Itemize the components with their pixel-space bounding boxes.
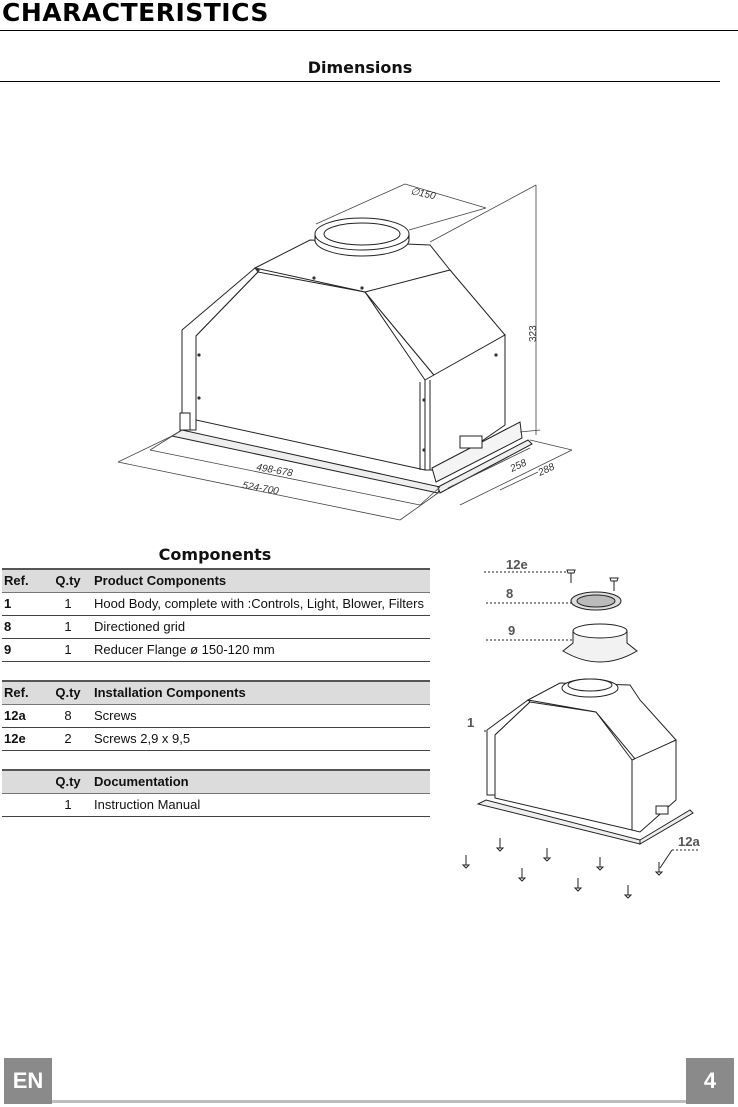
cell-ref — [2, 794, 44, 817]
col-qty: Q.ty — [44, 569, 92, 593]
col-ref — [2, 770, 44, 794]
cell-qty: 1 — [44, 794, 92, 817]
exploded-view-drawing — [456, 550, 718, 900]
components-table — [2, 568, 430, 817]
cell-ref: 9 — [2, 639, 44, 662]
label-12e: 12e — [506, 557, 528, 572]
cell-ref: 12a — [2, 705, 44, 728]
col-ref: Ref. — [2, 569, 44, 593]
cell-ref: 8 — [2, 616, 44, 639]
dim-depth-outer: 288 — [536, 461, 557, 479]
cell-qty: 1 — [44, 616, 92, 639]
title-rule — [0, 30, 738, 31]
page-title: CHARACTERISTICS — [2, 0, 269, 27]
table-row — [2, 639, 430, 662]
label-1: 1 — [467, 715, 475, 730]
components-heading: Components — [158, 545, 272, 564]
col-qty: Q.ty — [44, 770, 92, 794]
col-qty: Q.ty — [44, 681, 92, 705]
table-spacer — [2, 662, 430, 682]
cell-qty: 1 — [44, 593, 92, 616]
cell-qty: 2 — [44, 728, 92, 751]
dim-width-outer: 524-700 — [241, 480, 280, 498]
cell-desc: Screws 2,9 x 9,5 — [92, 728, 430, 751]
dim-diameter: ∅150 — [409, 186, 437, 203]
cell-ref: 1 — [2, 593, 44, 616]
label-12a: 12a — [678, 834, 700, 849]
col-desc: Documentation — [92, 770, 430, 794]
dim-width-inner: 498-678 — [255, 462, 294, 480]
cell-desc: Reducer Flange ø 150-120 mm — [92, 639, 430, 662]
table-row — [2, 728, 430, 751]
table-spacer — [2, 751, 430, 771]
table-row — [2, 705, 430, 728]
cell-desc: Instruction Manual — [92, 794, 430, 817]
product-header-row — [2, 569, 430, 593]
language-badge: EN — [4, 1058, 52, 1104]
page-number: 4 — [686, 1058, 734, 1104]
table-row — [2, 616, 430, 639]
cell-desc: Hood Body, complete with :Controls, Light, Blower, Filters — [92, 593, 430, 616]
footer-rule — [52, 1100, 686, 1103]
dimensions-drawing — [100, 170, 580, 530]
col-desc: Installation Components — [92, 681, 430, 705]
dim-depth-inner: 258 — [508, 457, 529, 475]
label-8: 8 — [506, 586, 514, 601]
cell-desc: Directioned grid — [92, 616, 430, 639]
dimensions-rule — [0, 81, 720, 82]
col-ref: Ref. — [2, 681, 44, 705]
table-row — [2, 794, 430, 817]
cell-qty: 1 — [44, 639, 92, 662]
documentation-header-row — [2, 770, 430, 794]
table-row — [2, 593, 430, 616]
cell-desc: Screws — [92, 705, 430, 728]
dim-height: 323 — [528, 325, 539, 342]
installation-header-row — [2, 681, 430, 705]
cell-qty: 8 — [44, 705, 92, 728]
dimensions-heading: Dimensions — [307, 58, 413, 77]
cell-ref: 12e — [2, 728, 44, 751]
col-desc: Product Components — [92, 569, 430, 593]
label-9: 9 — [508, 623, 516, 638]
